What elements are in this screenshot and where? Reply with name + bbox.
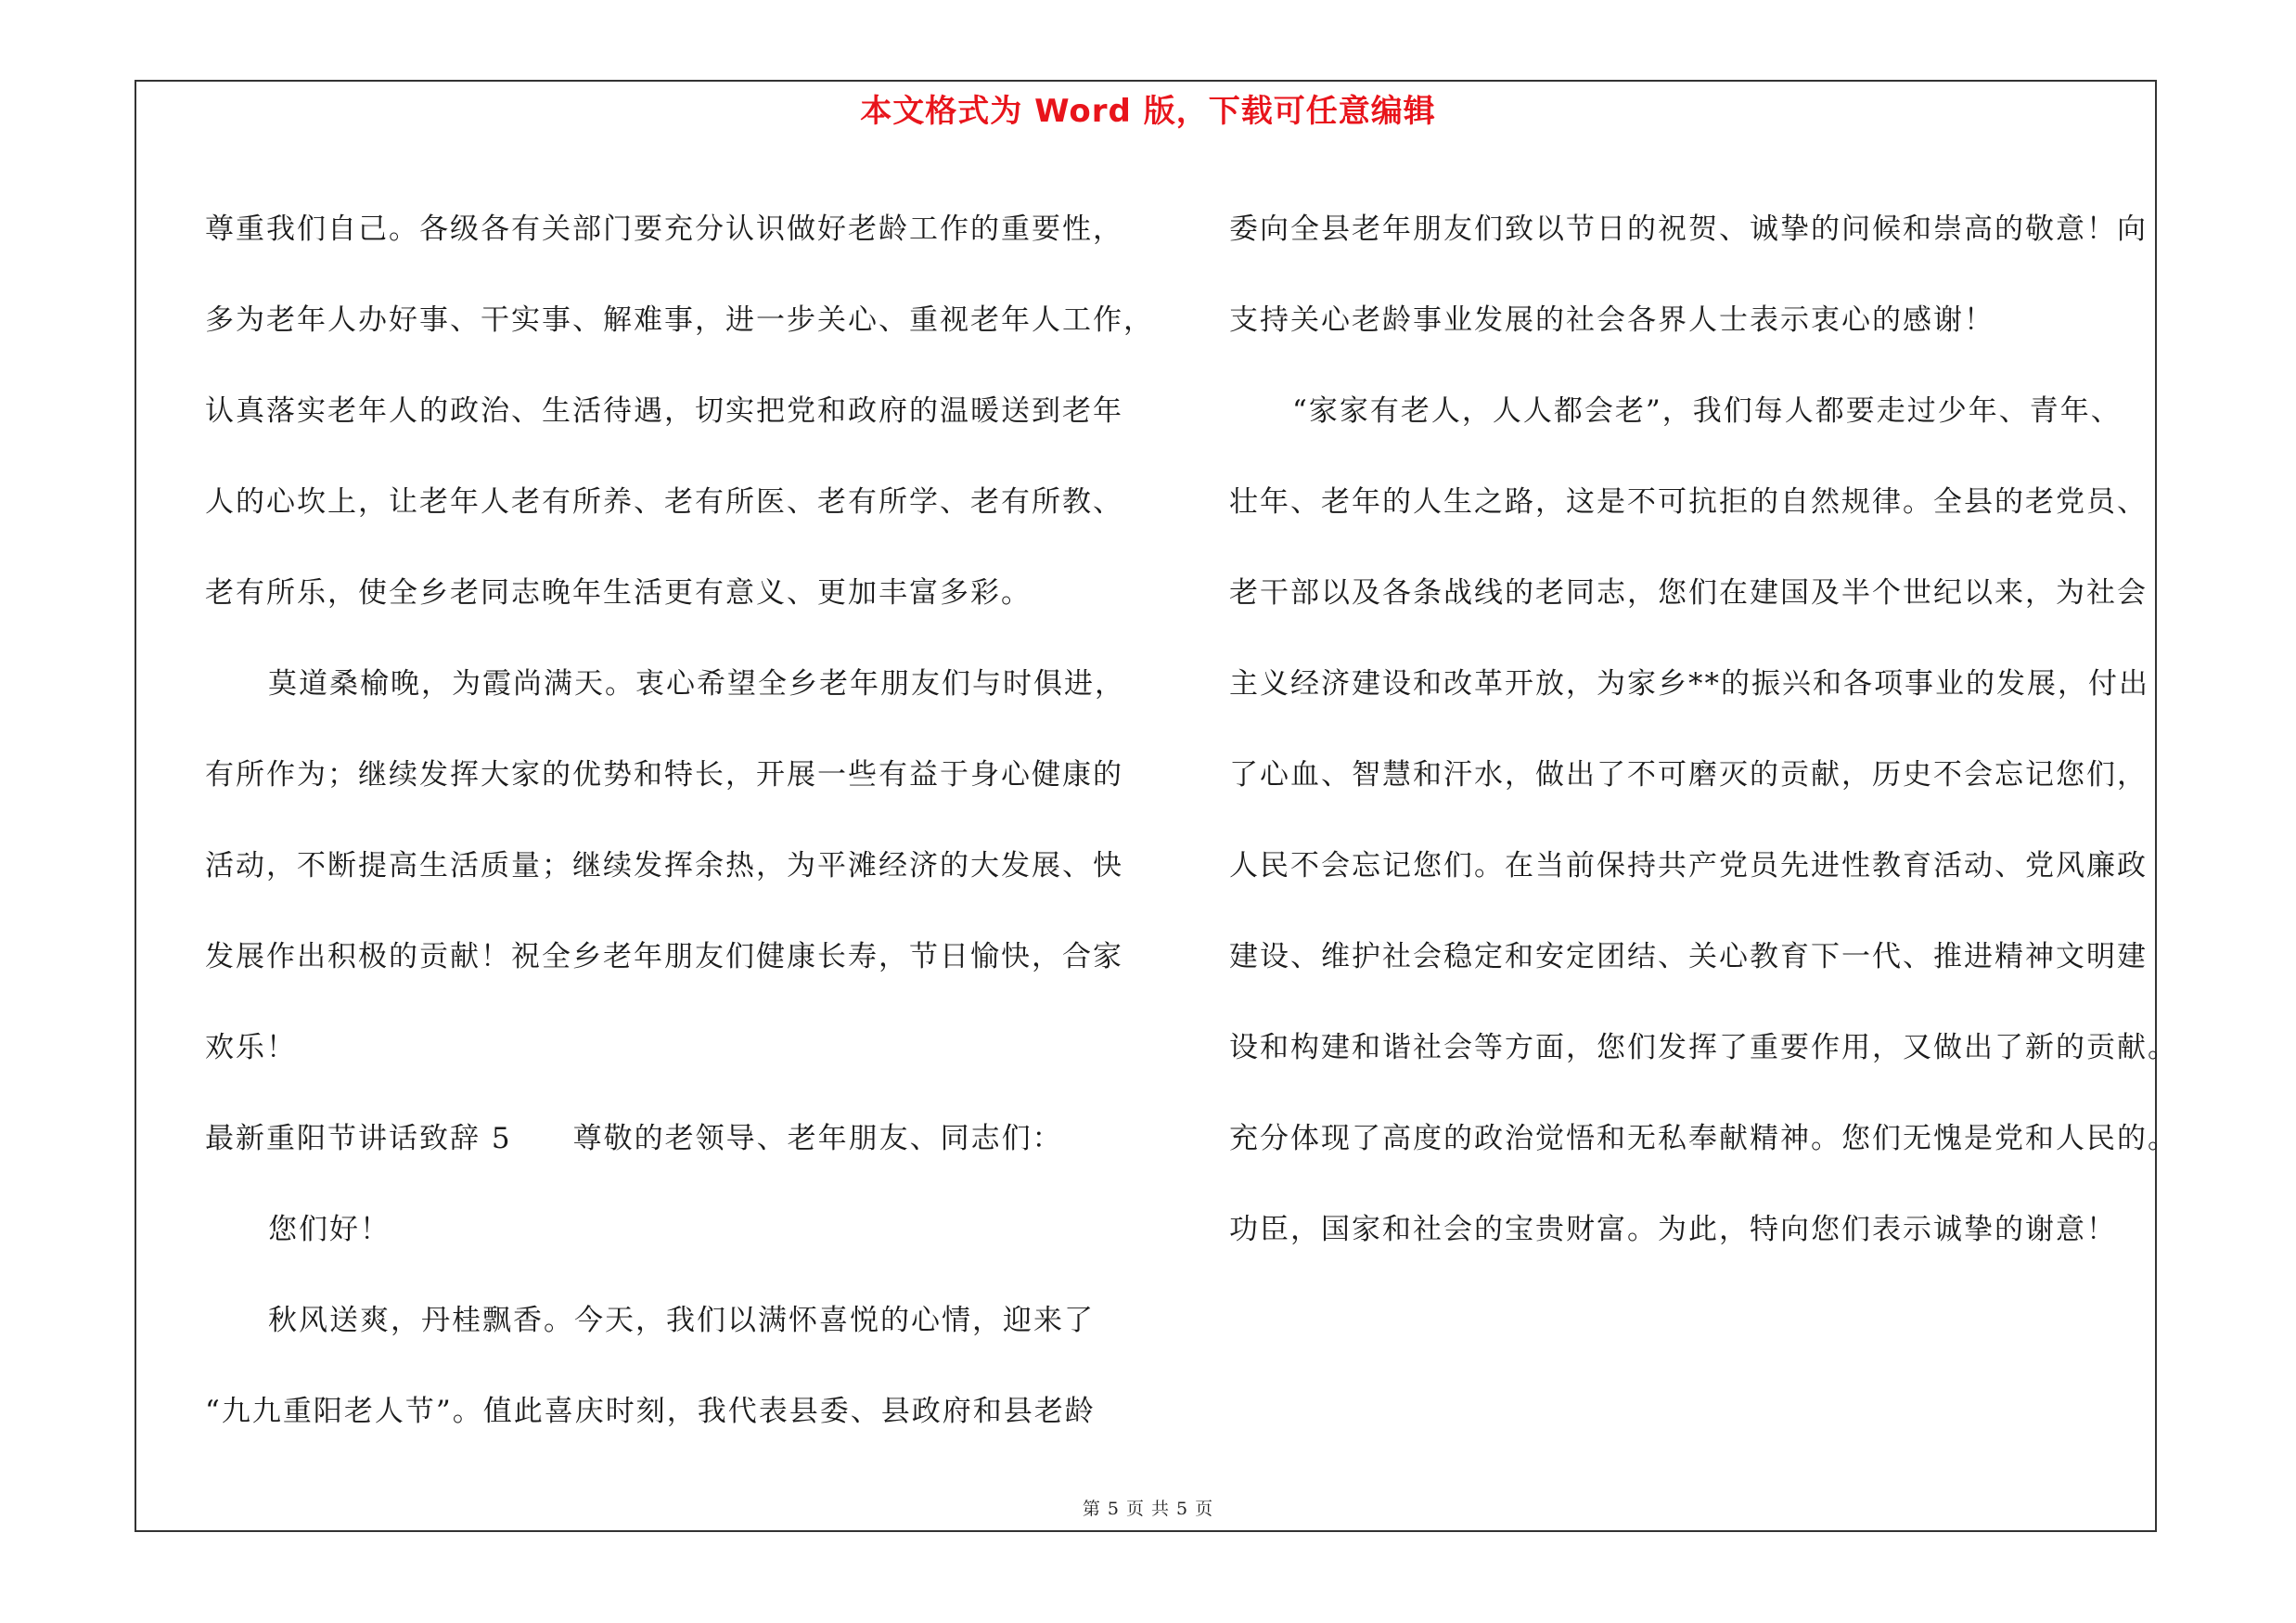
left-column-line: 多为老年人办好事、干实事、解难事，进一步关心、重视老年人工作， <box>205 303 1154 337</box>
left-column-line: 人的心坎上，让老年人老有所养、老有所医、老有所学、老有所教、 <box>205 485 1123 519</box>
right-column-line: “家家有老人，人人都会老”，我们每人都要走过少年、青年、 <box>1292 394 2122 428</box>
left-column-line: 您们好！ <box>268 1213 391 1246</box>
right-column-line: 主义经济建设和改革开放，为家乡**的振兴和各项事业的发展，付出 <box>1229 667 2149 701</box>
left-column-line: 老有所乐，使全乡老同志晚年生活更有意义、更加丰富多彩。 <box>205 576 1032 610</box>
left-column-line: 活动，不断提高生活质量；继续发挥余热，为平滩经济的大发展、快 <box>205 849 1123 882</box>
left-column-line: 发展作出积极的贡献！祝全乡老年朋友们健康长寿，节日愉快，合家 <box>205 940 1123 973</box>
right-column-line: 壮年、老年的人生之路，这是不可抗拒的自然规律。全县的老党员、 <box>1229 485 2148 519</box>
left-column-line: 欢乐！ <box>205 1031 297 1064</box>
right-column-line: 功臣，国家和社会的宝贵财富。为此，特向您们表示诚挚的谢意！ <box>1229 1213 2117 1246</box>
right-column-line: 委向全县老年朋友们致以节日的祝贺、诚挚的问候和崇高的敬意！向 <box>1229 213 2148 246</box>
left-text-column <box>205 184 1161 1457</box>
right-column-line: 充分体现了高度的政治觉悟和无私奉献精神。您们无愧是党和人民的。 <box>1229 1122 2178 1155</box>
left-column-line: 尊重我们自己。各级各有关部门要充分认识做好老龄工作的重要性， <box>205 213 1123 246</box>
right-text-column <box>1229 184 2178 1275</box>
left-column-line: 最新重阳节讲话致辞 5 尊敬的老领导、老年朋友、同志们： <box>205 1122 1063 1155</box>
left-column-line: 秋风送爽，丹桂飘香。今天，我们以满怀喜悦的心情，迎来了 <box>268 1304 1095 1337</box>
left-column-line: 莫道桑榆晚，为霞尚满天。衷心希望全乡老年朋友们与时俱进， <box>268 667 1125 701</box>
right-column-line: 支持关心老龄事业发展的社会各界人士表示衷心的感谢！ <box>1229 303 1995 337</box>
left-column-line: 有所作为；继续发挥大家的优势和特长，开展一些有益于身心健康的 <box>205 758 1123 792</box>
right-column-line: 人民不会忘记您们。在当前保持共产党员先进性教育活动、党风廉政 <box>1229 849 2148 882</box>
page-number-footer: 第 5 页 共 5 页 <box>1082 1499 1214 1519</box>
right-column-line: 建设、维护社会稳定和安定团结、关心教育下一代、推进精神文明建 <box>1229 940 2148 973</box>
right-column-line: 设和构建和谐社会等方面，您们发挥了重要作用，又做出了新的贡献。 <box>1229 1031 2178 1064</box>
right-column-line: 老干部以及各条战线的老同志，您们在建国及半个世纪以来，为社会 <box>1229 576 2148 610</box>
editable-word-banner: 本文格式为 Word 版，下载可任意编辑 <box>860 93 1436 130</box>
left-column-line: 认真落实老年人的政治、生活待遇，切实把党和政府的温暖送到老年 <box>205 394 1123 428</box>
right-column-line: 了心血、智慧和汗水，做出了不可磨灭的贡献，历史不会忘记您们， <box>1229 758 2148 792</box>
left-column-line: “九九重阳老人节”。值此喜庆时刻，我代表县委、县政府和县老龄 <box>205 1395 1096 1428</box>
